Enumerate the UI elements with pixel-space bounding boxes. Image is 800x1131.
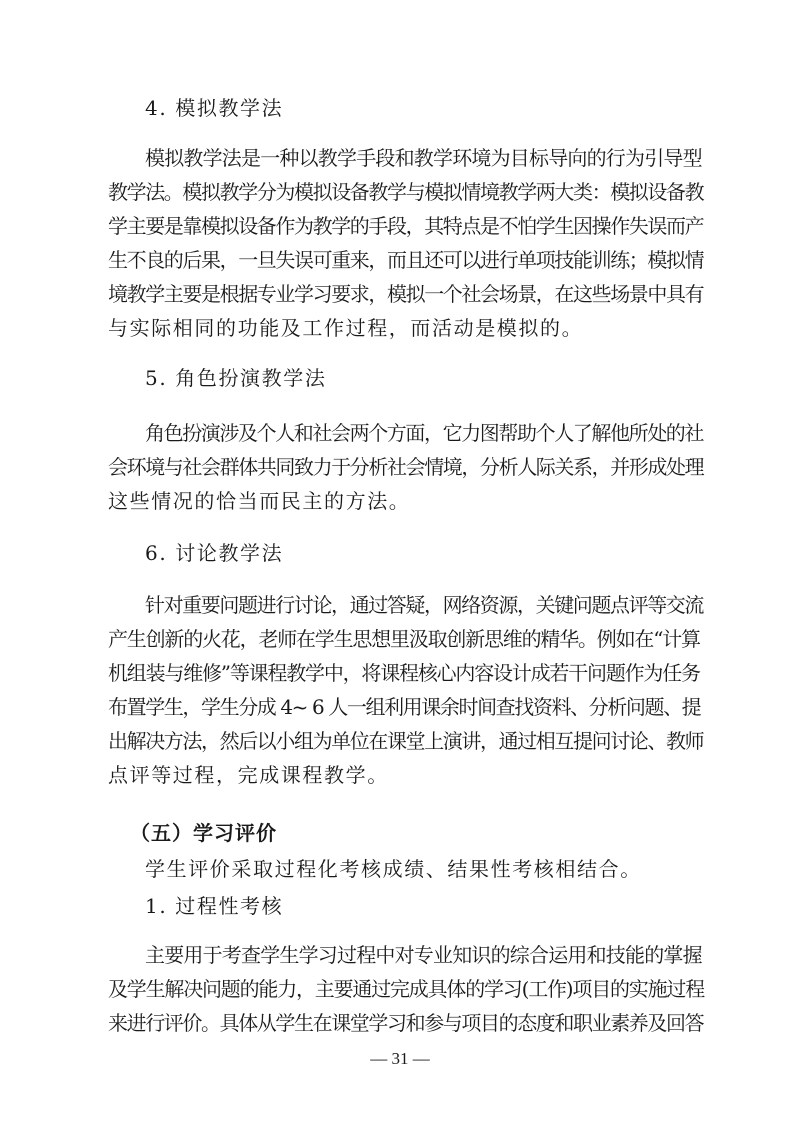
paragraph-line: 出解决方法，然后以小组为单位在课堂上演讲，通过相互提问讨论、教师	[108, 729, 704, 753]
paragraph-line: 主要用于考查学生学习过程中对专业知识的综合运用和技能的掌握	[145, 943, 702, 967]
paragraph-line: 针对重要问题进行讨论，通过答疑，网络资源，关键问题点评等交流	[145, 593, 703, 617]
paragraph-line: 点评等过程，完成课程教学。	[108, 763, 389, 787]
paragraph-line: 及学生解决问题的能力，主要通过完成具体的学习(工作)项目的实施过程	[108, 977, 705, 1001]
paragraph-line: 产生创新的火花，老师在学生思想里汲取创新思维的精华。例如在“计算	[108, 627, 700, 651]
section-heading-role-play: 5. 角色扮演教学法	[145, 366, 327, 390]
sub-heading-process-assessment: 1. 过程性考核	[145, 894, 284, 918]
paragraph-line: 来进行评价。具体从学生在课堂学习和参与项目的态度和职业素养及回答	[108, 1011, 704, 1035]
paragraph-line: 会环境与社会群体共同致力于分析社会情境，分析人际关系，并形成处理	[108, 455, 704, 479]
section-heading-simulation: 4. 模拟教学法	[145, 96, 284, 120]
section-title-learning-evaluation: （五）学习评价	[130, 821, 277, 845]
section-heading-discussion: 6. 讨论教学法	[145, 541, 284, 565]
paragraph-line: 学主要是靠模拟设备作为教学的手段，其特点是不怕学生因操作失误而产	[108, 214, 704, 238]
paragraph-line: 模拟教学法是一种以教学手段和教学环境为目标导向的行为引导型	[145, 146, 702, 170]
paragraph-line: 境教学主要是根据专业学习要求，模拟一个社会场景，在这些场景中具有	[108, 282, 704, 306]
evaluation-intro: 学生评价采取过程化考核成绩、结果性考核相结合。	[145, 857, 642, 881]
paragraph-line: 角色扮演涉及个人和社会两个方面，它力图帮助个人了解他所处的社	[145, 421, 703, 445]
paragraph-line: 布置学生，学生分成 4~ 6 人一组利用课余时间查找资料、分析问题、提	[108, 695, 701, 719]
page-number: — 31 —	[370, 1049, 430, 1068]
paragraph-line: 教学法。模拟教学分为模拟设备教学与模拟情境教学两大类：模拟设备教	[108, 180, 704, 204]
paragraph-line: 这些情况的恰当而民主的方法。	[108, 489, 411, 513]
paragraph-line: 与实际相同的功能及工作过程，而活动是模拟的。	[108, 316, 584, 340]
paragraph-line: 机组装与维修”等课程教学中，将课程核心内容设计成若干问题作为任务	[108, 661, 700, 685]
paragraph-line: 生不良的后果，一旦失误可重来，而且还可以进行单项技能训练；模拟情	[108, 248, 704, 272]
